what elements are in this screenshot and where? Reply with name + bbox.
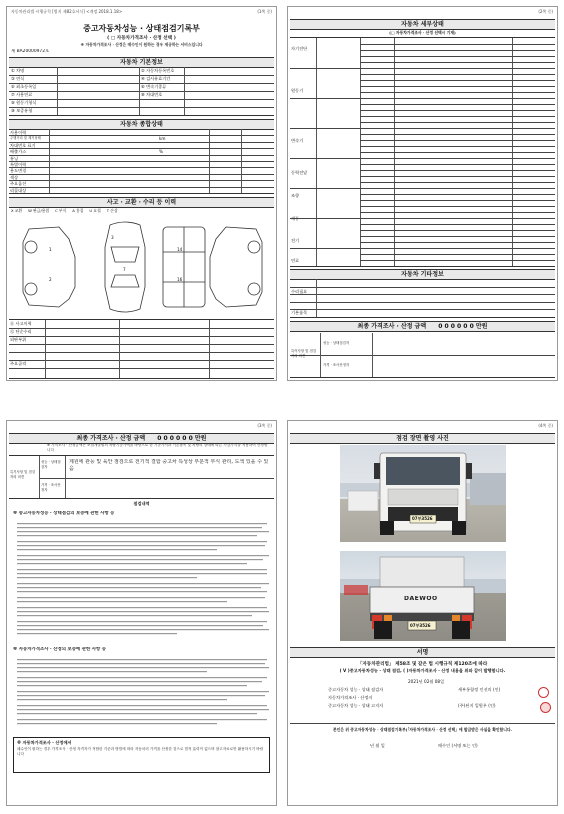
opinion-label: 가격 · 조사산정자 [323, 363, 350, 367]
table-row-line [360, 92, 555, 93]
basic-label: ⑨ 원동기형식 [11, 100, 37, 105]
sign-value: (주)된지 일원우 (인) [458, 703, 496, 708]
table-row-line [360, 236, 555, 237]
general-label: 차대번호 표기 [10, 142, 36, 148]
page-number: (4쪽 중) [538, 423, 553, 428]
page-number: (3쪽 중) [257, 423, 272, 428]
table-row-line [290, 248, 555, 249]
table-row-line [290, 158, 555, 159]
legend-item: T 손상 [106, 208, 118, 213]
general-label: 주요옵션 [10, 181, 27, 187]
diagram-label: 16 [177, 277, 183, 282]
sign-label: 자동차가격조사 · 산정자 [328, 695, 373, 700]
disclaimer-text: 매수인이 원하는 경우 가격조사 · 산정 자격자가 적합한 기준과 방법에 따라 자동차의 가격을 산정한 것으로 법적 효력이 없으며 참고자료로만 활용하시기 바랍니다 [17, 747, 264, 756]
notice-text: ※ 자동차가격조사 · 산정은 매수인이 원하는 경우 제공하는 서비스입니다 [80, 42, 203, 47]
table-row-line [360, 116, 555, 117]
section-label: 자기진단 [291, 46, 308, 51]
table-row-line [290, 98, 555, 99]
general-label: 배출가스 [10, 149, 27, 155]
law-text-2: ( V )중고자동차성능 · 상태 점검, ( )자동차가격조사 · 산정 내용을 위와 같이 발행합니다. [339, 668, 506, 673]
page-1 [6, 6, 277, 381]
legend-item: W 판금/용접 [28, 208, 50, 213]
table-row-line [360, 110, 555, 111]
other-label: 수리필요 [291, 289, 308, 294]
table-row-line [360, 242, 555, 243]
table-row-line [360, 56, 555, 57]
table-row-line [360, 122, 555, 123]
diagram-label: 1 [49, 247, 52, 252]
table-row-line [360, 200, 555, 201]
inspector-opinion: 제원에 관능 및 육안 점검으로 전기적 결함 중고차 특성상 부분적 부식 관리, 도색 있을 수 있음 [69, 459, 269, 472]
section-label: 전기 [291, 238, 300, 243]
doc-number: 제 BA20000972호 [11, 49, 50, 54]
section-label: 연료 [291, 258, 300, 263]
basic-label: ⑤ 최초등록일 [11, 84, 37, 89]
basic-label: ① 차명 [11, 68, 25, 73]
diagram-label: 14 [177, 247, 183, 252]
legend-item: U 요철 [89, 208, 101, 213]
table-row-line [360, 260, 555, 261]
vehicle-diagram [15, 217, 270, 317]
damage-legend [11, 208, 118, 214]
table-row-line [290, 68, 555, 69]
table-row-line [360, 182, 555, 183]
document-title: 중고자동차성능 · 상태점검기록부 [83, 24, 200, 33]
table-row-line [360, 254, 555, 255]
other-label: 기본품목 [291, 310, 308, 315]
general-label: 리콜대상 [10, 187, 27, 193]
disclaimer-title: ※ 자동차가격조사 · 산정에서 [17, 740, 72, 745]
table-row-line [360, 230, 555, 231]
signature-band: 서명 [290, 647, 555, 658]
disclaimer-box [13, 737, 270, 773]
buyer-signature: 매수인 (서명 또는 인) [438, 743, 478, 748]
table-row-line [360, 62, 555, 63]
final-price-value: 0 0 0 0 0 0 만원 [438, 323, 488, 330]
signature-rows [328, 687, 551, 717]
table-row-line [360, 146, 555, 147]
general-label: 색상 [10, 174, 19, 180]
basic-label: ⑥ 변속기종류 [141, 84, 167, 89]
legend-item: A 흠집 [72, 208, 84, 213]
table-row-line [360, 80, 555, 81]
page-4 [287, 420, 558, 806]
legend-item: C 부식 [55, 208, 67, 213]
section-warranty-title: ※ 중고자동차성능 · 상태점검의 보증에 관한 사항 등 [13, 511, 115, 516]
table-row-line [290, 218, 555, 219]
general-status-table [9, 129, 274, 194]
general-label: 주행거리 및 계기상태 [10, 136, 41, 141]
general-status-band: 자동차 종합상태 [9, 119, 274, 130]
section-label: 조향 [291, 193, 300, 198]
special-notes-table [9, 455, 274, 499]
basic-label: ④ 검사유효기간 [141, 76, 171, 81]
opinion-label: 특이사항 및 점검자의 의견 [291, 349, 317, 358]
page-2 [287, 6, 558, 381]
law-text: 「자동차관리법」 제58조 및 같은 법 시행규칙 제120조에 따라 [357, 662, 488, 667]
detail-legend: (□ 자동차가격조사 · 산정 선택시 기재) [389, 30, 456, 35]
page-number: (2쪽 중) [538, 9, 553, 14]
appraisal-text-block [13, 657, 272, 739]
diagram-label: 3 [111, 235, 114, 240]
basic-label: ③ 연식 [11, 76, 25, 81]
page-3 [6, 420, 277, 806]
table-row-line [360, 86, 555, 87]
other-info-band: 자동차 기타정보 [290, 269, 555, 280]
warranty-text-block [13, 521, 272, 641]
opinion-label: 성능 · 상태점검자 [323, 341, 350, 345]
final-price-label: 최종 가격조사 · 산정 금액 [76, 435, 146, 442]
accident-table [9, 319, 274, 379]
special-label: 특기사항 및 점검자의 의견 [10, 470, 36, 479]
table-row-line [360, 194, 555, 195]
general-label: 튜닝 [10, 155, 19, 161]
detail-status-band: 자동차 세부상태 [290, 19, 555, 30]
truck-front-photo [340, 445, 506, 542]
table-row-line [360, 44, 555, 45]
opinion-table [290, 333, 555, 378]
license-plate: 07부3526 [412, 516, 433, 521]
photo-section-band: 점검 장면 촬영 사진 [290, 433, 555, 444]
table-row-line [360, 140, 555, 141]
mileage-unit: km [159, 136, 166, 142]
section-label: 제동 [291, 216, 300, 221]
table-row-line [290, 128, 555, 129]
table-row-line [360, 74, 555, 75]
basic-label: ② 자동차등록번호 [141, 68, 175, 73]
table-row-line [360, 170, 555, 171]
table-row-line [360, 206, 555, 207]
receipt-confirmation: 본인은 위 중고자동차성능 · 상태점검기록부(「자동차가격조사 · 산정 선택」에 발급받은 사실을 확인합니다. [332, 727, 513, 732]
accident-label: ⑪ 사고이력 [10, 321, 32, 326]
receipt-date: 년 월 일 [370, 743, 385, 748]
general-label: 사용이력 [10, 130, 27, 135]
table-row-line [360, 152, 555, 153]
final-price-band [290, 321, 555, 332]
other-info-table [290, 279, 555, 318]
appraiser-label: 가격 · 조사산정자 [41, 483, 61, 492]
table-row-line [360, 176, 555, 177]
detail-status-table [290, 37, 555, 267]
general-label: 용도변경 [10, 168, 27, 174]
basic-info-table [9, 67, 274, 116]
basic-label: ⑦ 사용연료 [11, 92, 33, 97]
legend-item: X 교환 [11, 208, 23, 213]
inspection-detail-label: 점검내역 [133, 501, 150, 506]
sign-label: 중고자동차 성능 · 상태 점검자 [328, 687, 384, 692]
official-seal-icon [540, 702, 551, 713]
table-row-line [360, 50, 555, 51]
accident-label: ⑫ 단순수리 [10, 329, 32, 334]
table-row-line [360, 224, 555, 225]
section-label: 동력전달 [291, 170, 308, 175]
table-row-line [360, 164, 555, 165]
truck-rear-photo [340, 551, 506, 641]
diagram-label: 7 [123, 267, 126, 272]
basic-label: ⑩ 보증유형 [11, 108, 33, 113]
license-plate: 07부3526 [410, 623, 431, 628]
final-price-value: 0 0 0 0 0 0 만원 [157, 435, 207, 442]
accident-history-band: 사고 · 교환 · 수리 등 이력 [9, 197, 274, 208]
general-label: 특별이력 [10, 162, 27, 167]
sign-label: 중고자동차 성능 · 상태 고지자 [328, 703, 384, 708]
table-row-line [290, 188, 555, 189]
section-label: 변속기 [291, 138, 304, 143]
document-subtitle: ( □ 자동차가격조사 · 산정 선택 ) [107, 36, 176, 41]
section-appraisal-title: ※ 자동차가격조사 · 산정의 보증에 관한 사항 등 [13, 647, 106, 652]
accident-label: 주요골격 [10, 361, 27, 366]
diagram-label: 2 [49, 277, 52, 282]
emission-unit: % [159, 149, 163, 155]
page-header-left: 자동차관리법 시행규칙 [별지 제82호서식] <개정 2018.1.18> [11, 9, 123, 14]
price-note: ※ 가격조사 · 산정금액은 보험개발원의 차량기준가액을 바탕으로 한 기준가격과 기본품목 및 차량의 상태에 따른 가감가격을 적용하여 산정합니다 [47, 443, 268, 452]
table-row-line [360, 134, 555, 135]
inspector-label: 성능 · 상태점검자 [41, 460, 61, 469]
accident-label: 외판부위 [10, 337, 27, 342]
official-seal-icon [538, 687, 549, 698]
basic-label: ⑧ 차대번호 [141, 92, 163, 97]
brand-logo-text: DAEWOO [404, 596, 438, 601]
final-price-label: 최종 가격조사 · 산정 금액 [357, 323, 427, 330]
table-row-line [360, 212, 555, 213]
sign-value: 세부통합정 인선의 (인) [458, 687, 501, 692]
section-label: 원동기 [291, 88, 304, 93]
truck-front-illustration [340, 445, 506, 542]
issue-date: 2021년 02월 08일 [408, 679, 445, 684]
table-row-line [360, 104, 555, 105]
page-number: (1쪽 중) [257, 9, 272, 14]
basic-info-band: 자동차 기본정보 [9, 57, 274, 68]
